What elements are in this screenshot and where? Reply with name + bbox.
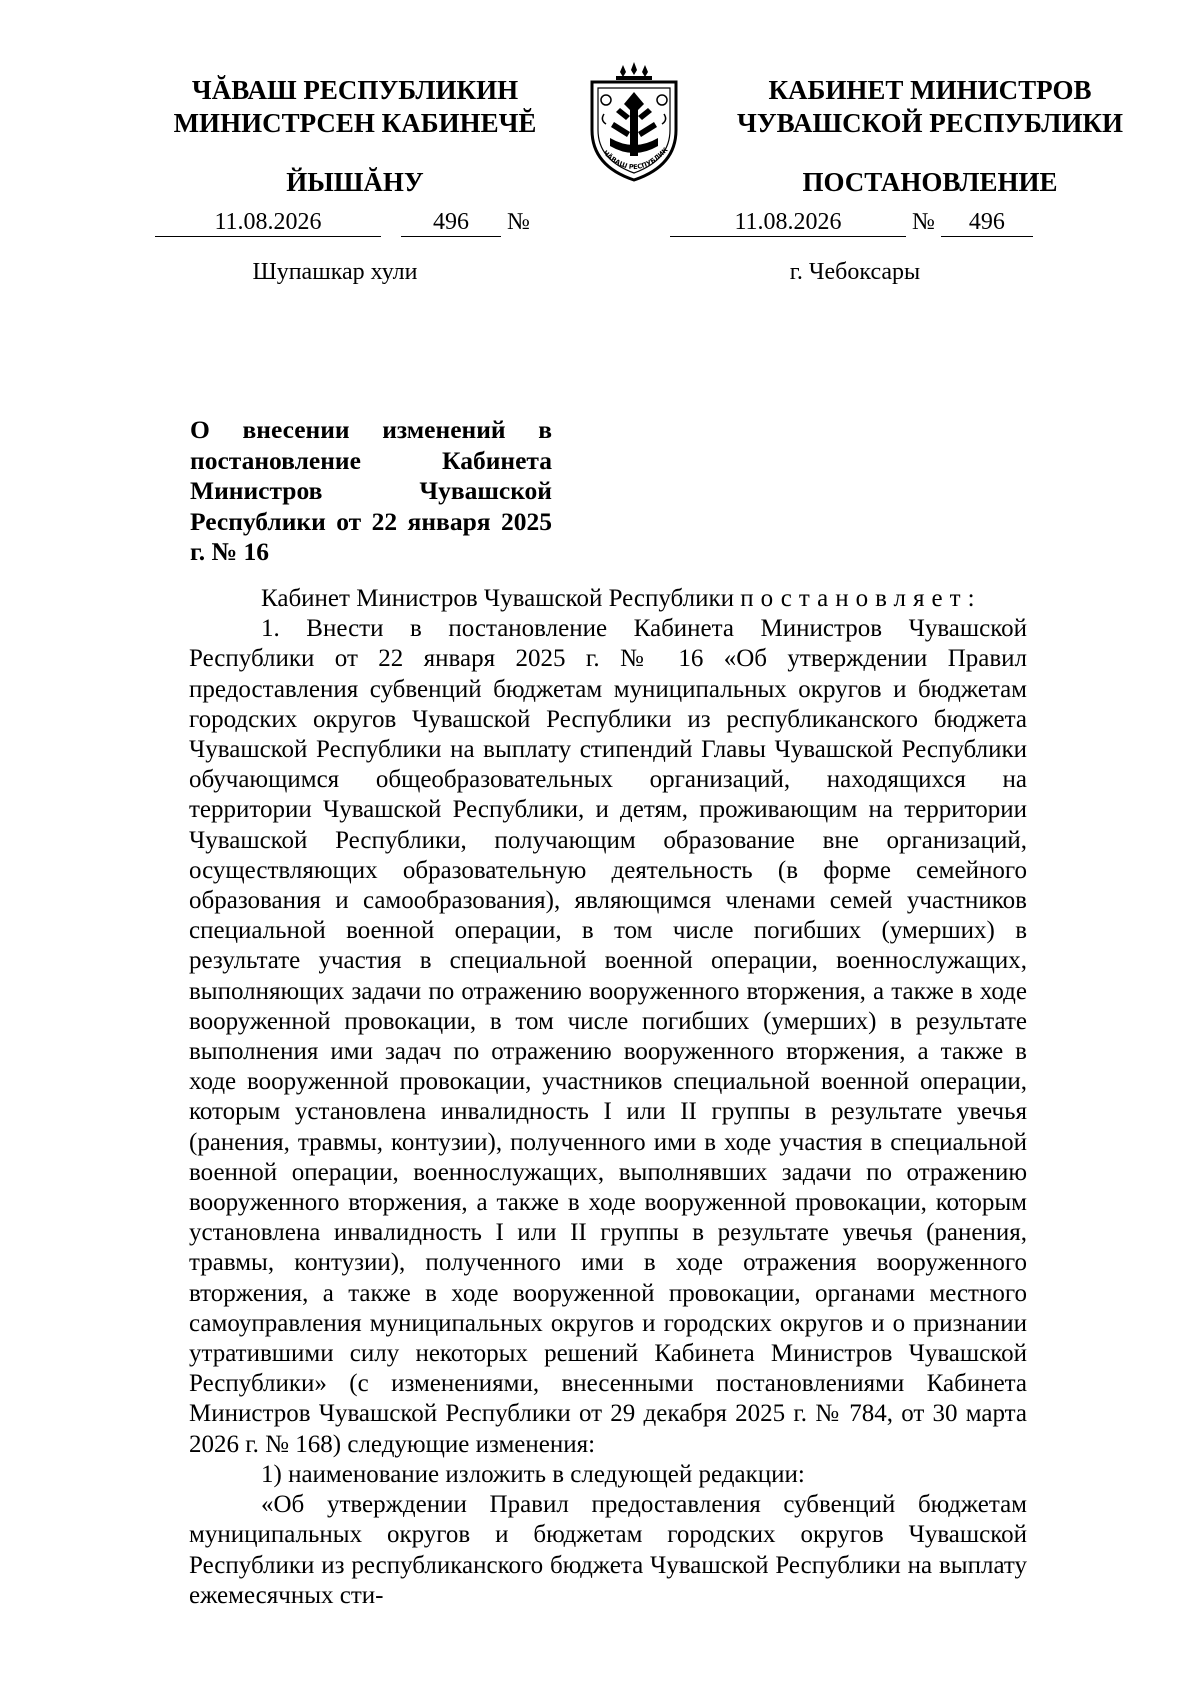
header-left-doc-type: ЙЫШĂНУ xyxy=(286,167,424,197)
paragraph-2: 1) наименование изложить в следующей редакции: xyxy=(261,1460,805,1488)
header-right-line1: КАБИНЕТ МИНИСТРОВ xyxy=(768,75,1092,105)
left-date: 11.08.2026 xyxy=(155,208,381,237)
document-title: О внесении изменений в постановление Кабинета Министров Чувашской Республики от 22 января 2025 г. № 16 xyxy=(190,415,552,566)
right-number-sign: № xyxy=(912,209,935,235)
emblem-seal-text: ЧĂВАШ РЕСПУБЛИК xyxy=(601,145,670,172)
left-number-sign: № xyxy=(507,209,530,235)
intro-prefix: Кабинет Министров Чувашской Республики xyxy=(261,585,741,612)
intro-paragraph xyxy=(189,584,1027,614)
header-right-doc-type: ПОСТАНОВЛЕНИЕ xyxy=(802,167,1058,197)
right-date: 11.08.2026 xyxy=(670,208,906,237)
header-left xyxy=(150,74,560,199)
intro-spaced-word: постановляет xyxy=(740,585,968,612)
right-number: 496 xyxy=(941,208,1033,237)
header-left-line2: МИНИСТРСЕН КАБИНЕЧĔ xyxy=(173,108,537,138)
header-right xyxy=(720,74,1140,199)
intro-suffix: : xyxy=(967,585,975,612)
emblem-icon xyxy=(570,58,698,186)
right-city: г. Чебоксары xyxy=(789,259,921,285)
left-date-number xyxy=(155,208,530,237)
chuvash-emblem xyxy=(570,58,698,186)
header-left-line1: ЧĂВАШ РЕСПУБЛИКИН xyxy=(191,75,519,105)
left-number: 496 xyxy=(401,208,501,237)
header-right-line2: ЧУВАШСКОЙ РЕСПУБЛИКИ xyxy=(737,108,1123,138)
document-body xyxy=(189,584,1027,1611)
left-city: Шупашкар хули xyxy=(252,259,418,285)
paragraph-1: 1. Внести в постановление Кабинета Министров Чувашской Республики от 22 января 2025 г. № 16 «Об утверждении Правил предоставления субвенций бюджетам муниципальных округов и бюджетам городских округов Чувашской Республики из республиканского бюджета Чувашской Республики на выплату стипендий Главы Чувашской Республики обучающимся общеобразовательных организаций, находящихся на территории Чувашской Республики, и детям, проживающим на территории Чувашской Республики, получающим образование вне организаций, осуществляющих образовательную деятельность (в форме семейного образования и самообразования), являющимся членами семей участников специальной военной операции, в том числе погибших (умерших) в результате участия в специальной военной операции, военнослужащих, выполняющих задачи по отражению вооруженного вторжения, а также в ходе вооруженной провокации, в том числе погибших (умерших) в результате выполнения ими задач по отражению вооруженного вторжения, а также в ходе вооруженной провокации, участников специальной военной операции, которым установлена инвалидность I или II группы в результате увечья (ранения, травмы, контузии), полученного ими в ходе участия в специальной военной операции, военнослужащих, выполнявших задачи по отражению вооруженного вторжения, а также в ходе вооруженной провокации, которым установлена инвалидность I или II группы в результате увечья (ранения, травмы, контузии), полученного ими в ходе отражения вооруженного вторжения, а также в ходе вооруженной провокации, органами местного самоуправления муниципальных округов и городских округов и о признании утратившими силу некоторых решений Кабинета Министров Чувашской Республики» (с изменениями, внесенными постановлениями Кабинета Министров Чувашской Республики от 29 декабря 2025 г. № 784, от 30 марта 2026 г. № 168) следующие изменения: xyxy=(189,615,1027,1458)
right-date-number xyxy=(670,208,1033,237)
paragraph-3: «Об утверждении Правил предоставления субвенций бюджетам муниципальных округов и бюджетам городских округов Чувашской Республики из республиканского бюджета Чувашской Республики на выплату ежемесячных сти- xyxy=(189,1491,1027,1609)
